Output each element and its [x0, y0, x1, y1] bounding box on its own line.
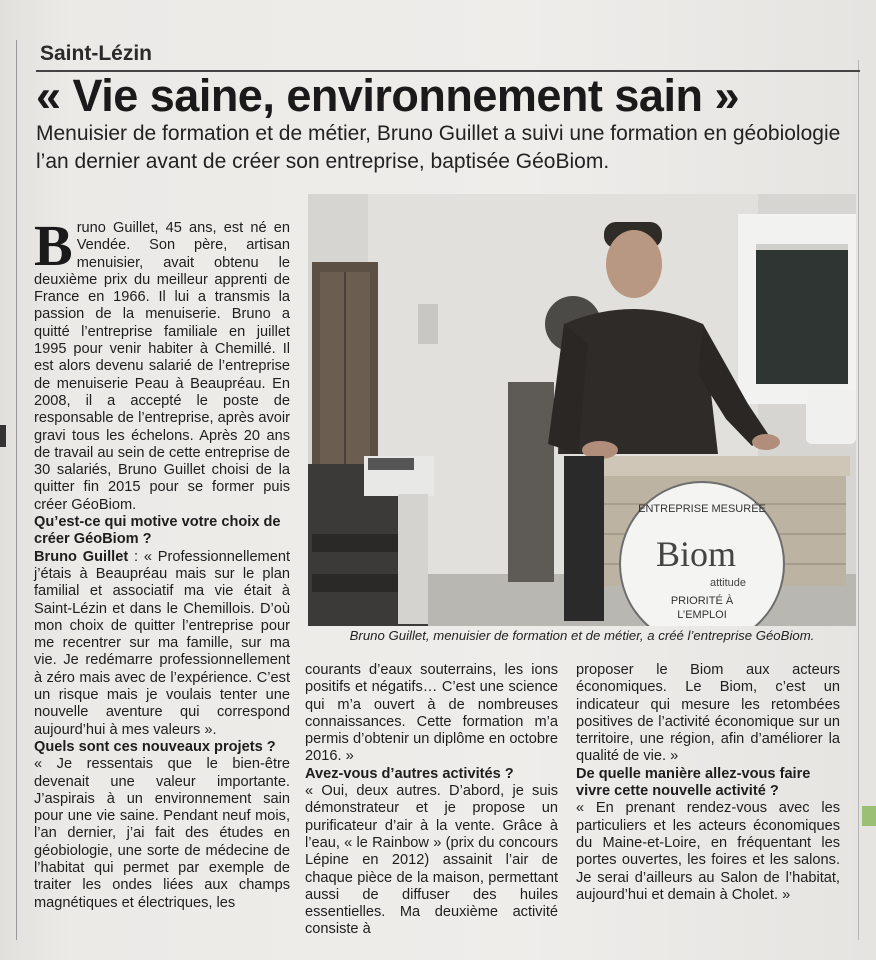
section-label: Saint-Lézin — [40, 42, 153, 65]
sign-logo: Biom — [655, 534, 737, 574]
speaker-name: Bruno Guillet — [34, 548, 129, 565]
question-3: Avez-vous d’autres activités ? — [305, 765, 514, 782]
column-rule-right — [858, 60, 859, 940]
headline: « Vie saine, environnement sain » — [36, 70, 739, 121]
question-1: Qu’est-ce qui motive votre choix de créer GéoBiom ? — [34, 514, 281, 548]
photo-illustration — [308, 194, 856, 626]
article-column-1 — [34, 213, 290, 912]
drop-cap: B — [34, 213, 73, 278]
answer-2-continued: courants d’eaux souterrains, les ions positifs et négatifs… C’est une science qui m’a ouvert à de nombreuses connaissances. Cette formation m’a permis d’obtenir un diplôme en octobre 2016. » — [305, 662, 558, 765]
sign-top-line: ENTREPRISE MESURÉE — [638, 503, 766, 515]
answer-3-continued: proposer le Biom aux acteurs économiques. Le Biom, c’est un indicateur qui mesure les retombées positives de l’activité économique sur un territoire, une région, afin d’améliorer la qualité de vie. » — [576, 662, 840, 765]
intro-text: runo Guillet, 45 ans, est né en Vendée. Son père, artisan menuisier, avait obtenu le deuxième prix du meilleur apprenti de France en 1966. Il lui a transmis la passion de la menuiserie. Bruno a quitté l’entreprise familiale en juillet 1995 pour venir habiter à Chemillé. Il est alors devenu salarié de l’entreprise de menuiserie Peau à Beaupréau. En 2008, il a accepté le poste de responsable de l’entreprise, après avoir gravi tous les échelons. Après 20 ans de travail au sein de cette entreprise de 30 salariés, Bruno Guillet choisi de la quitter fin 2015 pour se former puis créer GéoBiom. — [34, 220, 290, 513]
edge-mark — [0, 425, 6, 447]
article-photo — [308, 194, 856, 626]
answer-2: « Je ressentais que le bien-être devenait une valeur importante. J’aspirais à un environnement sain pour une vie saine. Pendant neuf mois, l’an dernier, j’ai fait des études en géobiologie, une sorte de médecine de l’habitat qui permet par exemple de traiter les ondes liées aux champs magnétiques et électriques, les — [34, 756, 290, 911]
sign-bottom-line2: L’EMPLOI — [677, 609, 727, 621]
photo-caption: Bruno Guillet, menuisier de formation et de métier, a créé l’entreprise GéoBiom. — [349, 628, 815, 643]
sign-bottom-line1: PRIORITÉ À — [670, 595, 734, 607]
article-column-2 — [305, 662, 558, 939]
intro-paragraph — [34, 213, 290, 514]
answer-1 — [34, 549, 290, 739]
question-2: Quels sont ces nouveaux projets ? — [34, 738, 276, 755]
answer-3: « Oui, deux autres. D’abord, je suis démonstrateur et je propose un purificateur d’air à la vente. Grâce à l’eau, « le Rainbow » (prix du concours Lépine en 2012) assainit l’air de chaque pièce de la maison, permettant aussi de diffuser des huiles essentielles. Ma deuxième activité consiste à — [305, 783, 558, 938]
standfirst: Menuisier de formation et de métier, Bruno Guillet a suivi une formation en géobiologie l’an dernier avant de créer son entreprise, baptisée GéoBiom. — [36, 122, 841, 173]
green-tab — [862, 806, 876, 826]
question-4: De quelle manière allez-vous faire vivre cette nouvelle activité ? — [576, 765, 811, 800]
answer-4: « En prenant rendez-vous avec les particuliers et les acteurs économiques du Maine-et-Loire, en fréquentant les portes ouvertes, les foires et les salons. Je serai d’ailleurs au Salon de l’habitat, aujourd’hui et demain à Cholet. » — [576, 800, 840, 903]
sign-tagline: attitude — [709, 577, 747, 589]
answer-1-text: : « Professionnellement j’étais à Beaupréau mais sur le plan familial et associatif ma vie était à Saint-Lézin et dans le Chemillois. D’où mon choix de quitter l’entreprise pour me recentrer sur ma famille, sur ma vie. Je redémarre professionnellement à zéro mais avec de l’expérience. C’est un risque mais je voulais tenter une nouvelle aventure qui correspond aujourd’hui à mes valeurs ». — [34, 548, 290, 738]
article-column-3 — [576, 662, 840, 904]
column-rule-left — [16, 40, 17, 940]
